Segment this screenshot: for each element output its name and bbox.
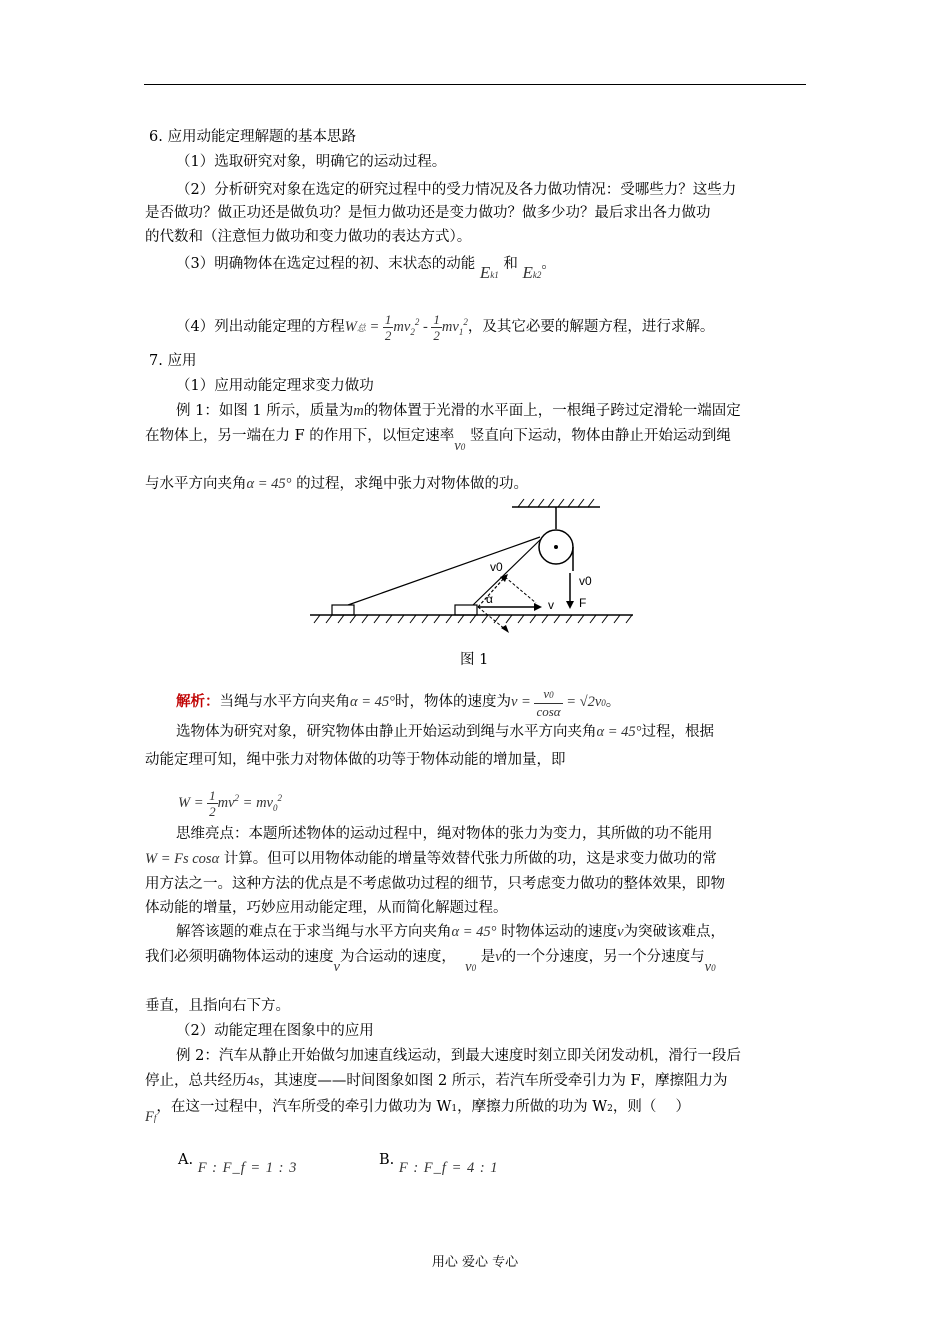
solution-text-c: 选物体为研究对象，研究物体由静止开始运动到绳与水平方向夹角	[176, 724, 597, 740]
difficulty-line1	[176, 922, 725, 942]
sub-heading-2: （2）动能定理在图象中的应用	[176, 1023, 374, 1039]
label-v0-left: v0	[490, 560, 503, 574]
example2-text-c: ，在这一过程中，汽车所受的牵引力做功为 W	[156, 1099, 452, 1115]
solution-line2	[176, 722, 714, 742]
example2-line2	[145, 1071, 728, 1091]
time-4s: 4s	[246, 1073, 260, 1089]
solution-line1	[176, 684, 620, 721]
page-footer: 用心 爱心 专心	[431, 1255, 519, 1270]
option-A-label: A.	[178, 1152, 194, 1168]
example2-text-e: ，则（ ）	[612, 1099, 690, 1115]
example1-line1	[176, 401, 741, 421]
v-symbol-3: v	[495, 949, 502, 965]
step-1: （1）选取研究对象，明确它的运动过程。	[176, 154, 447, 170]
difficulty-line3: 垂直，且指向右下方。	[145, 998, 290, 1014]
step-2-line2: 是否做功？做正功还是做负功？是恒力做功还是变力做功？做多少功？最后求出各力做功	[145, 205, 711, 221]
label-F: F	[579, 596, 587, 610]
option-B-formula: F : F_f = 4 : 1	[398, 1160, 499, 1176]
angle-formula: α = 45°	[246, 476, 292, 492]
v0-symbol-2: v0	[465, 959, 477, 975]
example2-line1: 例 2：汽车从静止开始做匀加速直线运动，到最大速度时刻立即关闭发动机，滑行一段后	[176, 1048, 741, 1064]
step-2-line3: 的代数和（注意恒力做功和变力做功的表达方式）。	[145, 229, 472, 245]
label-v0-right: v0	[579, 574, 592, 588]
solution-text-a: 当绳与水平方向夹角	[219, 694, 350, 710]
v0-symbol: v0	[454, 438, 466, 454]
thinking-line4: 体动能的增量，巧妙应用动能定理，从而简化解题过程。	[145, 900, 508, 916]
example1-text-a: 例 1：如图 1 所示，质量为	[176, 403, 354, 419]
step-4-text: （4）列出动能定理的方程	[176, 318, 345, 335]
thinking-line3: 用方法之一。这种方法的优点是不考虑做功过程的细节，只考虑变力做功的整体效果，即物	[145, 876, 725, 892]
ek2-formula: Ek2	[522, 263, 542, 282]
work-theorem-formula: W总 = $\frac{1}{2}$ $mv_2^2$ - $\frac{1}{2}$ $mv_1^2$	[344, 312, 468, 343]
v0-symbol-3: v0	[704, 959, 716, 975]
section6-title: 6. 应用动能定理解题的基本思路	[149, 129, 356, 145]
example1-text-d: 竖直向下运动，物体由静止开始运动到绳	[469, 428, 731, 444]
option-B-label: B.	[379, 1152, 395, 1168]
option-B[interactable]	[379, 1150, 499, 1176]
figure-1-diagram	[300, 495, 645, 640]
ek1-formula: Ek1	[479, 263, 499, 282]
friction-symbol: Ff	[145, 1109, 157, 1125]
header-rule	[144, 84, 806, 85]
work-definition-formula: W = Fs cosα	[145, 851, 220, 867]
work-formula: W = $\frac{1}{2}$ $mv^2 = mv_0^2$	[178, 788, 282, 819]
figure-1-caption: 图 1	[460, 652, 489, 668]
difficulty-text-a: 解答该题的难点在于求当绳与水平方向夹角	[176, 924, 452, 940]
difficulty-text-e: 为合运动的速度，	[339, 949, 456, 965]
option-A-formula: F : F_f = 1 : 3	[197, 1160, 298, 1176]
step-4	[176, 304, 714, 350]
difficulty-text-f: 是	[480, 949, 496, 965]
angle-formula-2: α = 45°	[350, 694, 395, 710]
step-3-text: （3）明确物体在选定过程的初、末状态的动能	[176, 256, 476, 272]
thinking-text-2: 计算。但可以用物体动能的增量等效替代张力所做的功，这是求变力做功的常	[223, 851, 717, 867]
solution-label: 解析：	[176, 693, 220, 710]
difficulty-line2	[145, 947, 716, 975]
solution-text-d: 过程，根据	[641, 724, 714, 740]
example1-text-e: 与水平方向夹角	[145, 476, 247, 492]
step-3-end: 。	[541, 256, 556, 272]
step-4-post: ，及其它必要的解题方程，进行求解。	[467, 318, 715, 335]
velocity-formula: v = $\frac{v0}{\cos\alpha}$ = √2v0	[510, 686, 606, 720]
difficulty-text-c: 为突破该难点，	[623, 924, 725, 940]
step-3-and: 和	[503, 256, 518, 272]
example1-line2	[145, 426, 731, 454]
solution-text-b: 时，物体的速度为	[394, 694, 511, 710]
option-A[interactable]	[178, 1150, 298, 1176]
step-3	[176, 253, 556, 282]
v-symbol: v	[617, 924, 624, 940]
example1-text-c: 在物体上，另一端在力 F 的作用下，以恒定速率	[145, 428, 455, 444]
example1-line3	[145, 474, 528, 494]
angle-formula-4: α = 45°	[451, 924, 497, 940]
example2-text-d: ，摩擦力所做的功为 W	[457, 1099, 608, 1115]
difficulty-text-b: 时物体运动的速度	[501, 924, 618, 940]
thinking-line1: 思维亮点：本题所述物体的运动过程中，绳对物体的张力为变力，其所做的功不能用	[176, 826, 713, 842]
angle-formula-3: α = 45°	[596, 724, 642, 740]
label-v: v	[548, 598, 554, 612]
v-symbol-2: v	[333, 959, 340, 975]
example1-text-f: 的过程，求绳中张力对物体做的功。	[296, 476, 529, 492]
sub-heading-1: （1）应用动能定理求变力做功	[176, 378, 374, 394]
difficulty-text-d: 我们必须明确物体运动的速度	[145, 949, 334, 965]
label-alpha: α	[486, 592, 493, 606]
solution-end: 。	[605, 694, 621, 710]
step-2-line1: （2）分析研究对象在选定的研究过程中的受力情况及各力做功情况：受哪些力？这些力	[176, 182, 737, 198]
difficulty-text-g: 的一个分速度，另一个分速度与	[501, 949, 705, 965]
example1-text-b: 的物体置于光滑的水平面上，一根绳子跨过定滑轮一端固定	[363, 403, 741, 419]
section7-title: 7. 应用	[149, 353, 197, 369]
example2-text-b: ，其速度——时间图象如图 2 所示，若汽车所受牵引力为 F，摩擦阻力为	[259, 1073, 728, 1089]
solution-line3: 动能定理可知，绳中张力对物体做的功等于物体动能的增加量，即	[145, 752, 566, 768]
thinking-line2	[145, 849, 717, 869]
example2-text-a: 停止，总共经历	[145, 1073, 247, 1089]
example2-line3: Ff，在这一过程中，汽车所受的牵引力做功为 W1，摩擦力所做的功为 W2，则（ ）	[145, 1099, 690, 1125]
mass-symbol: m	[353, 403, 364, 419]
